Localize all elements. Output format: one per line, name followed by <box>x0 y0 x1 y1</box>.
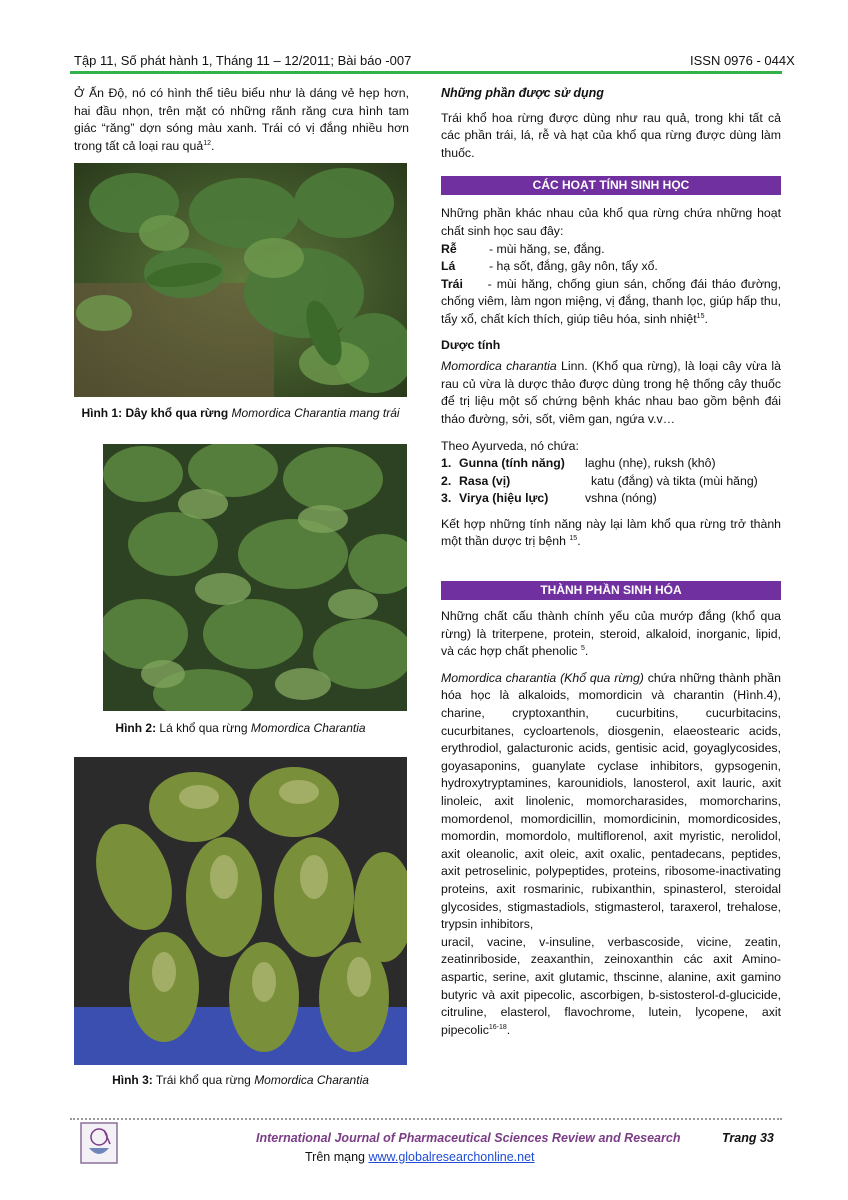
right-column <box>441 85 781 1048</box>
medicinal-paragraph: Momordica charantia Linn. (Khổ qua rừng), là loại cây vừa là rau củ vừa là dược thảo được dùng trong hệ thống cây thuốc để trị liệu một số chứng bệnh khác nhau bao gồm bệnh đái tháo đường, sởi, sốt, viêm gan, ngứa v.v… <box>441 359 781 426</box>
leaf-activity: Lá - hạ sốt, đắng, gây nôn, tẩy xổ. <box>441 259 658 274</box>
parts-used-paragraph: Trái khổ hoa rừng được dùng như rau quả, trong khi tất cả các phần trái, lá, rễ và hạt của khổ qua rừng được dùng làm thuốc. <box>441 110 781 160</box>
section-title-bioactivity: CÁC HOẠT TÍNH SINH HỌC <box>441 176 781 195</box>
section-title-biochemistry: THÀNH PHẦN SINH HÓA <box>441 581 781 600</box>
medicinal-heading: Dược tính <box>441 337 501 352</box>
figure-2-photo <box>103 444 407 711</box>
figure-3-caption: Hình 3: Trái khổ qua rừng Momordica Charantia <box>112 1073 369 1087</box>
page-number: Trang 33 <box>722 1131 774 1145</box>
vine-photo-illustration <box>74 163 407 397</box>
ayurveda-intro: Theo Ayurveda, nó chứa: <box>441 438 579 453</box>
fruit-photo-illustration <box>74 757 407 1065</box>
figure-1-photo <box>74 163 407 397</box>
ayurveda-item: 2. Rasa (vị) katu (đắng) và tikta (mùi hăng) <box>441 473 758 488</box>
ayurveda-list <box>441 455 781 508</box>
left-column <box>74 85 409 164</box>
running-header-left: Tập 11, Số phát hành 1, Tháng 11 – 12/2011; Bài báo -007 <box>74 53 412 68</box>
issn-label: ISSN 0976 - 044X <box>690 53 795 68</box>
website-link[interactable]: www.globalresearchonline.net <box>368 1150 535 1164</box>
fruit-activity: Trái - mùi hăng, chống giun sán, chống đái tháo đường, chống viêm, làm ngon miệng, vị đắng, thanh lọc, giúp hấp thu, tẩy xổ, chất kích thích, giúp tiêu hóa, sinh nhiệt$^{15}$. <box>441 276 782 326</box>
ayurveda-item: 3. Virya (hiệu lực) vshna (nóng) <box>441 491 657 506</box>
compounds-paragraph-cont: uracil, vacine, v-insuline, verbascoside, vicine, zeatin, zeatinriboside, zeaxanthin, zeinoxanthin các axit Amino-aspartic, serine, axit glutamic, thscinne, alanine, axit gamino butyric và axit pipecolic, ascorbigen, b-sistosterol-d-glucicide, citruline, elasterol, flavochrome, lutein, lycopene, axit pipecolic$^{16-18}$. <box>441 934 781 1037</box>
mortar-logo-icon <box>80 1122 118 1164</box>
figure-3-photo <box>74 757 407 1065</box>
biochemistry-paragraph: Những chất cấu thành chính yếu của mướp đắng (khổ qua rừng) là triterpene, protein, steroid, alkaloid, inorganic, lipid, và các hợp chất phenolic $^5$. <box>441 609 781 659</box>
figure-2-caption: Hình 2: Lá khổ qua rừng Momordica Charantia <box>115 721 366 735</box>
header-rule <box>70 71 782 74</box>
footer-journal-name: International Journal of Pharmaceutical Sciences Review and Research <box>256 1131 681 1145</box>
compounds-paragraph: Momordica charantia (Khổ qua rừng) chứa những thành phần hóa học là alkaloids, momordicin và charantin (Hình.4), charine, cryptoxanthin, cucurbitins, cucurbitacins, cucurbitanes, cycloartenols, diosgenin, elaeostearic acids, erythrodiol, galacturonic acids, gentisic acid, goyaglycosides, goyasaponins, guanylate cyclase inhibitors, gypsogenin, hydroxytryptamines, karounidiols, lanosterol, axit lauric, axit linoleic, axit linolenic, momorcharasides, momorcharins, momordenol, momordicillin, momordicinin, momordicosides, momordin, momordolo, multiflorenol, axit myristic, nerolidol, axit oleanolic, axit oleic, axit oxalic, pentadecans, peptides, axit petroselinic, polypeptides, proteins, ribosome-inactivating proteins, axit rosmarinic, rubixanthin, spinasterol, steroidal glycosides, stigmastadiols, stigmasterol, taraxerol, trehalose, trypsin inhibitors, <box>441 670 781 932</box>
citation: 15 <box>569 535 578 543</box>
parts-used-heading: Những phần được sử dụng <box>441 86 604 100</box>
intro-paragraph: Ở Ấn Độ, nó có hình thể tiêu biểu như là dáng vẻ hẹp hơn, hai đầu nhọn, trên mặt có những rãnh răng cưa hình tam giác “răng” dợn sóng màu xanh. Trái có vị đắng nhiều hơn trong tất cả loại rau quả$^{12}$. <box>74 86 409 153</box>
citation: 5 <box>581 645 585 653</box>
citation: 15 <box>696 312 705 320</box>
figure-1-caption: Hình 1: Dây khổ qua rừng Momordica Charantia mang trái <box>81 406 400 420</box>
journal-logo <box>80 1122 118 1164</box>
footer-rule <box>70 1118 782 1120</box>
combo-paragraph: Kết hợp những tính năng này lại làm khổ qua rừng trở thành một thần dược trị bệnh $^{15}$. <box>441 516 781 549</box>
footer-website: Trên mạng www.globalresearchonline.net <box>305 1150 535 1164</box>
citation: 16-18 <box>488 1023 507 1031</box>
leaves-photo-illustration <box>103 444 407 711</box>
root-activity: Rễ - mùi hăng, se, đắng. <box>441 241 605 256</box>
bioactivity-intro: Những phần khác nhau của khổ qua rừng chứa những hoạt chất sinh học sau đây: <box>441 206 781 238</box>
citation: 12 <box>203 139 211 147</box>
ayurveda-item: 1. Gunna (tính năng) laghu (nhẹ), ruksh (khô) <box>441 456 716 471</box>
